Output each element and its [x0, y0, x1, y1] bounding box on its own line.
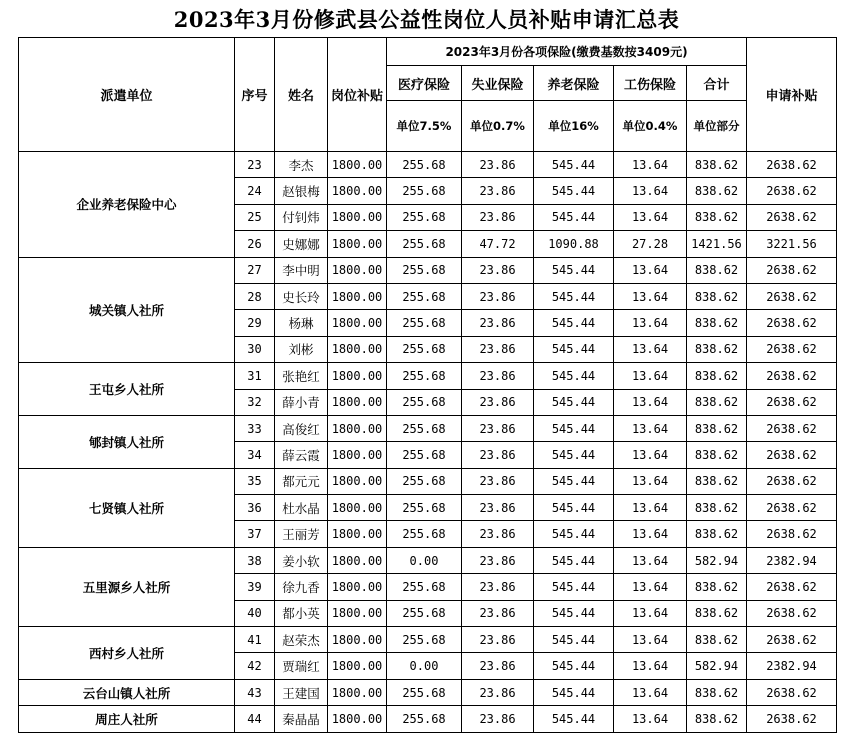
row-post-subsidy-cell: 1800.00 — [328, 679, 387, 705]
row-name-cell: 都元元 — [275, 468, 328, 494]
row-no-cell: 37 — [235, 521, 275, 547]
row-no-cell: 39 — [235, 574, 275, 600]
row-injury-cell: 13.64 — [614, 679, 687, 705]
row-total-cell: 838.62 — [687, 152, 747, 178]
row-post-subsidy-cell: 1800.00 — [328, 468, 387, 494]
row-no-cell: 23 — [235, 152, 275, 178]
row-medical-cell: 255.68 — [387, 574, 462, 600]
row-post-subsidy-cell: 1800.00 — [328, 363, 387, 389]
row-medical-cell: 255.68 — [387, 495, 462, 521]
row-unemployment-cell: 23.86 — [462, 257, 534, 283]
row-name-cell: 赵银梅 — [275, 178, 328, 204]
row-post-subsidy-cell: 1800.00 — [328, 204, 387, 230]
row-medical-cell: 255.68 — [387, 363, 462, 389]
row-apply-subsidy-cell: 2638.62 — [747, 415, 837, 441]
row-apply-subsidy-cell: 2638.62 — [747, 336, 837, 362]
row-pension-cell: 545.44 — [534, 178, 614, 204]
row-no-cell: 27 — [235, 257, 275, 283]
header-unemployment-rate: 单位0.7% — [462, 101, 534, 152]
header-pension-rate: 单位16% — [534, 101, 614, 152]
row-name-cell: 姜小软 — [275, 547, 328, 573]
row-medical-cell: 255.68 — [387, 706, 462, 732]
row-unemployment-cell: 23.86 — [462, 627, 534, 653]
row-name-cell: 张艳红 — [275, 363, 328, 389]
row-apply-subsidy-cell: 2638.62 — [747, 283, 837, 309]
header-unemployment: 失业保险 — [462, 66, 534, 101]
row-unemployment-cell: 23.86 — [462, 547, 534, 573]
row-unemployment-cell: 23.86 — [462, 310, 534, 336]
row-total-cell: 838.62 — [687, 310, 747, 336]
row-no-cell: 33 — [235, 415, 275, 441]
row-injury-cell: 13.64 — [614, 363, 687, 389]
row-unemployment-cell: 23.86 — [462, 363, 534, 389]
row-medical-cell: 255.68 — [387, 600, 462, 626]
row-medical-cell: 0.00 — [387, 653, 462, 679]
row-injury-cell: 13.64 — [614, 204, 687, 230]
row-pension-cell: 545.44 — [534, 547, 614, 573]
row-no-cell: 34 — [235, 442, 275, 468]
row-pension-cell: 545.44 — [534, 283, 614, 309]
header-medical-rate: 单位7.5% — [387, 101, 462, 152]
row-post-subsidy-cell: 1800.00 — [328, 653, 387, 679]
row-no-cell: 31 — [235, 363, 275, 389]
row-name-cell: 李中明 — [275, 257, 328, 283]
row-apply-subsidy-cell: 2638.62 — [747, 363, 837, 389]
row-name-cell: 薛云霞 — [275, 442, 328, 468]
row-medical-cell: 255.68 — [387, 627, 462, 653]
row-medical-cell: 255.68 — [387, 178, 462, 204]
header-unit: 派遣单位 — [19, 38, 235, 152]
header-name: 姓名 — [275, 38, 328, 152]
row-post-subsidy-cell: 1800.00 — [328, 178, 387, 204]
row-post-subsidy-cell: 1800.00 — [328, 415, 387, 441]
header-injury: 工伤保险 — [614, 66, 687, 101]
row-injury-cell: 27.28 — [614, 231, 687, 257]
row-post-subsidy-cell: 1800.00 — [328, 336, 387, 362]
row-name-cell: 赵荣杰 — [275, 627, 328, 653]
table-row — [19, 257, 837, 283]
dispatch-unit-cell: 城关镇人社所 — [19, 257, 235, 363]
row-post-subsidy-cell: 1800.00 — [328, 283, 387, 309]
row-post-subsidy-cell: 1800.00 — [328, 547, 387, 573]
row-no-cell: 35 — [235, 468, 275, 494]
table-row — [19, 415, 837, 441]
row-unemployment-cell: 23.86 — [462, 442, 534, 468]
row-name-cell: 付钊炜 — [275, 204, 328, 230]
row-unemployment-cell: 23.86 — [462, 415, 534, 441]
table-row — [19, 468, 837, 494]
row-post-subsidy-cell: 1800.00 — [328, 310, 387, 336]
row-pension-cell: 545.44 — [534, 706, 614, 732]
row-medical-cell: 255.68 — [387, 415, 462, 441]
row-injury-cell: 13.64 — [614, 706, 687, 732]
subsidy-summary-table — [18, 37, 837, 733]
row-name-cell: 李杰 — [275, 152, 328, 178]
table-header — [19, 38, 837, 152]
row-pension-cell: 545.44 — [534, 495, 614, 521]
row-name-cell: 秦晶晶 — [275, 706, 328, 732]
row-total-cell: 838.62 — [687, 363, 747, 389]
row-pension-cell: 545.44 — [534, 600, 614, 626]
row-injury-cell: 13.64 — [614, 283, 687, 309]
row-total-cell: 838.62 — [687, 283, 747, 309]
row-total-cell: 838.62 — [687, 204, 747, 230]
row-medical-cell: 0.00 — [387, 547, 462, 573]
row-apply-subsidy-cell: 3221.56 — [747, 231, 837, 257]
row-total-cell: 838.62 — [687, 442, 747, 468]
row-medical-cell: 255.68 — [387, 152, 462, 178]
row-post-subsidy-cell: 1800.00 — [328, 627, 387, 653]
row-injury-cell: 13.64 — [614, 336, 687, 362]
row-apply-subsidy-cell: 2382.94 — [747, 547, 837, 573]
row-pension-cell: 545.44 — [534, 152, 614, 178]
row-total-cell: 838.62 — [687, 574, 747, 600]
row-unemployment-cell: 23.86 — [462, 653, 534, 679]
row-injury-cell: 13.64 — [614, 415, 687, 441]
row-no-cell: 26 — [235, 231, 275, 257]
row-pension-cell: 545.44 — [534, 442, 614, 468]
table-body — [19, 152, 837, 733]
row-unemployment-cell: 47.72 — [462, 231, 534, 257]
row-total-cell: 838.62 — [687, 415, 747, 441]
row-injury-cell: 13.64 — [614, 310, 687, 336]
row-injury-cell: 13.64 — [614, 600, 687, 626]
row-pension-cell: 545.44 — [534, 310, 614, 336]
row-apply-subsidy-cell: 2638.62 — [747, 178, 837, 204]
row-apply-subsidy-cell: 2638.62 — [747, 495, 837, 521]
row-name-cell: 高俊红 — [275, 415, 328, 441]
row-name-cell: 薛小青 — [275, 389, 328, 415]
table-row — [19, 627, 837, 653]
header-no: 序号 — [235, 38, 275, 152]
row-no-cell: 24 — [235, 178, 275, 204]
row-name-cell: 贾瑞红 — [275, 653, 328, 679]
header-post-subsidy: 岗位补贴 — [328, 38, 387, 152]
dispatch-unit-cell: 王屯乡人社所 — [19, 363, 235, 416]
row-apply-subsidy-cell: 2638.62 — [747, 521, 837, 547]
header-total: 合计 — [687, 66, 747, 101]
row-apply-subsidy-cell: 2382.94 — [747, 653, 837, 679]
dispatch-unit-cell: 企业养老保险中心 — [19, 152, 235, 258]
row-total-cell: 1421.56 — [687, 231, 747, 257]
row-pension-cell: 545.44 — [534, 574, 614, 600]
header-injury-rate: 单位0.4% — [614, 101, 687, 152]
row-unemployment-cell: 23.86 — [462, 336, 534, 362]
row-medical-cell: 255.68 — [387, 336, 462, 362]
header-apply-subsidy: 申请补贴 — [747, 38, 837, 152]
row-unemployment-cell: 23.86 — [462, 178, 534, 204]
row-medical-cell: 255.68 — [387, 679, 462, 705]
row-total-cell: 582.94 — [687, 653, 747, 679]
row-injury-cell: 13.64 — [614, 468, 687, 494]
row-name-cell: 杨琳 — [275, 310, 328, 336]
row-name-cell: 杜水晶 — [275, 495, 328, 521]
row-post-subsidy-cell: 1800.00 — [328, 152, 387, 178]
dispatch-unit-cell: 云台山镇人社所 — [19, 679, 235, 705]
row-unemployment-cell: 23.86 — [462, 152, 534, 178]
row-pension-cell: 545.44 — [534, 336, 614, 362]
row-no-cell: 29 — [235, 310, 275, 336]
table-row — [19, 152, 837, 178]
row-name-cell: 史长玲 — [275, 283, 328, 309]
row-unemployment-cell: 23.86 — [462, 679, 534, 705]
row-total-cell: 582.94 — [687, 547, 747, 573]
row-total-cell: 838.62 — [687, 627, 747, 653]
row-name-cell: 刘彬 — [275, 336, 328, 362]
row-apply-subsidy-cell: 2638.62 — [747, 468, 837, 494]
row-unemployment-cell: 23.86 — [462, 204, 534, 230]
row-post-subsidy-cell: 1800.00 — [328, 495, 387, 521]
row-injury-cell: 13.64 — [614, 152, 687, 178]
dispatch-unit-cell: 周庄人社所 — [19, 706, 235, 732]
row-name-cell: 徐九香 — [275, 574, 328, 600]
row-total-cell: 838.62 — [687, 389, 747, 415]
table-row — [19, 363, 837, 389]
row-post-subsidy-cell: 1800.00 — [328, 442, 387, 468]
row-total-cell: 838.62 — [687, 495, 747, 521]
row-pension-cell: 545.44 — [534, 468, 614, 494]
row-no-cell: 30 — [235, 336, 275, 362]
row-apply-subsidy-cell: 2638.62 — [747, 627, 837, 653]
row-pension-cell: 545.44 — [534, 415, 614, 441]
row-injury-cell: 13.64 — [614, 653, 687, 679]
row-unemployment-cell: 23.86 — [462, 389, 534, 415]
row-medical-cell: 255.68 — [387, 310, 462, 336]
row-post-subsidy-cell: 1800.00 — [328, 600, 387, 626]
row-no-cell: 36 — [235, 495, 275, 521]
header-pension: 养老保险 — [534, 66, 614, 101]
row-injury-cell: 13.64 — [614, 627, 687, 653]
row-apply-subsidy-cell: 2638.62 — [747, 600, 837, 626]
row-total-cell: 838.62 — [687, 706, 747, 732]
row-total-cell: 838.62 — [687, 257, 747, 283]
row-pension-cell: 545.44 — [534, 679, 614, 705]
row-injury-cell: 13.64 — [614, 389, 687, 415]
row-apply-subsidy-cell: 2638.62 — [747, 152, 837, 178]
header-medical: 医疗保险 — [387, 66, 462, 101]
row-pension-cell: 545.44 — [534, 627, 614, 653]
row-medical-cell: 255.68 — [387, 231, 462, 257]
dispatch-unit-cell: 郇封镇人社所 — [19, 415, 235, 468]
row-injury-cell: 13.64 — [614, 178, 687, 204]
dispatch-unit-cell: 西村乡人社所 — [19, 627, 235, 680]
row-total-cell: 838.62 — [687, 178, 747, 204]
row-name-cell: 王丽芳 — [275, 521, 328, 547]
row-post-subsidy-cell: 1800.00 — [328, 521, 387, 547]
header-total-sub: 单位部分 — [687, 101, 747, 152]
row-total-cell: 838.62 — [687, 336, 747, 362]
row-medical-cell: 255.68 — [387, 468, 462, 494]
row-unemployment-cell: 23.86 — [462, 574, 534, 600]
row-post-subsidy-cell: 1800.00 — [328, 257, 387, 283]
row-pension-cell: 1090.88 — [534, 231, 614, 257]
row-apply-subsidy-cell: 2638.62 — [747, 257, 837, 283]
row-apply-subsidy-cell: 2638.62 — [747, 310, 837, 336]
row-no-cell: 38 — [235, 547, 275, 573]
row-post-subsidy-cell: 1800.00 — [328, 231, 387, 257]
row-post-subsidy-cell: 1800.00 — [328, 574, 387, 600]
row-apply-subsidy-cell: 2638.62 — [747, 442, 837, 468]
row-post-subsidy-cell: 1800.00 — [328, 389, 387, 415]
row-injury-cell: 13.64 — [614, 495, 687, 521]
row-name-cell: 王建国 — [275, 679, 328, 705]
page-title: 2023年3月份修武县公益性岗位人员补贴申请汇总表 — [173, 7, 680, 32]
dispatch-unit-cell: 五里源乡人社所 — [19, 547, 235, 626]
row-no-cell: 25 — [235, 204, 275, 230]
row-total-cell: 838.62 — [687, 521, 747, 547]
row-injury-cell: 13.64 — [614, 521, 687, 547]
row-no-cell: 32 — [235, 389, 275, 415]
row-pension-cell: 545.44 — [534, 204, 614, 230]
row-name-cell: 史娜娜 — [275, 231, 328, 257]
row-total-cell: 838.62 — [687, 468, 747, 494]
row-injury-cell: 13.64 — [614, 574, 687, 600]
row-injury-cell: 13.64 — [614, 547, 687, 573]
row-pension-cell: 545.44 — [534, 653, 614, 679]
table-row — [19, 706, 837, 732]
row-unemployment-cell: 23.86 — [462, 468, 534, 494]
dispatch-unit-cell: 七贤镇人社所 — [19, 468, 235, 547]
row-pension-cell: 545.44 — [534, 363, 614, 389]
row-no-cell: 28 — [235, 283, 275, 309]
row-medical-cell: 255.68 — [387, 204, 462, 230]
header-insurance-group: 2023年3月份各项保险(缴费基数按3409元) — [387, 38, 747, 66]
row-total-cell: 838.62 — [687, 600, 747, 626]
row-no-cell: 43 — [235, 679, 275, 705]
row-injury-cell: 13.64 — [614, 257, 687, 283]
row-injury-cell: 13.64 — [614, 442, 687, 468]
row-apply-subsidy-cell: 2638.62 — [747, 679, 837, 705]
row-no-cell: 40 — [235, 600, 275, 626]
row-unemployment-cell: 23.86 — [462, 495, 534, 521]
row-pension-cell: 545.44 — [534, 521, 614, 547]
row-medical-cell: 255.68 — [387, 257, 462, 283]
row-apply-subsidy-cell: 2638.62 — [747, 574, 837, 600]
row-medical-cell: 255.68 — [387, 521, 462, 547]
row-name-cell: 都小英 — [275, 600, 328, 626]
row-total-cell: 838.62 — [687, 679, 747, 705]
row-apply-subsidy-cell: 2638.62 — [747, 204, 837, 230]
row-unemployment-cell: 23.86 — [462, 283, 534, 309]
row-no-cell: 44 — [235, 706, 275, 732]
row-unemployment-cell: 23.86 — [462, 600, 534, 626]
row-medical-cell: 255.68 — [387, 283, 462, 309]
row-unemployment-cell: 23.86 — [462, 706, 534, 732]
row-medical-cell: 255.68 — [387, 442, 462, 468]
row-pension-cell: 545.44 — [534, 257, 614, 283]
row-pension-cell: 545.44 — [534, 389, 614, 415]
row-unemployment-cell: 23.86 — [462, 521, 534, 547]
row-medical-cell: 255.68 — [387, 389, 462, 415]
row-apply-subsidy-cell: 2638.62 — [747, 706, 837, 732]
table-row — [19, 547, 837, 573]
row-no-cell: 42 — [235, 653, 275, 679]
row-apply-subsidy-cell: 2638.62 — [747, 389, 837, 415]
row-post-subsidy-cell: 1800.00 — [328, 706, 387, 732]
row-no-cell: 41 — [235, 627, 275, 653]
table-row — [19, 679, 837, 705]
